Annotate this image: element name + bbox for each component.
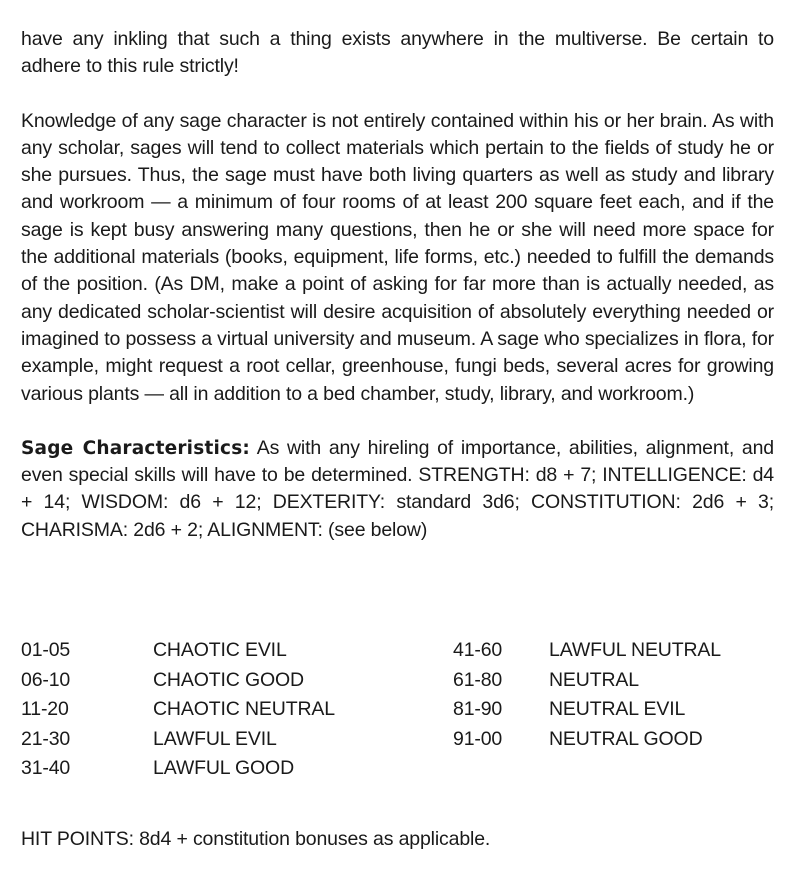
table-row	[21, 636, 781, 666]
paragraph-rule-continuation: have any inkling that such a thing exists anywhere in the multiverse. Be certain to adhere to this rule strictly!	[21, 28, 774, 78]
sage-characteristics-text: As with any hireling of importance, abilities, alignment, and even special skills will have to be determined. STRENGTH: d8 + 7; INTELLIGENCE: d4 + 14; WISDOM: d6 + 12; DEXTERITY: standard 3d6; CONSTITUTION: 2d6 + 3; CHARISMA: 2d6 + 2; ALIGNMENT: (see below)	[21, 436, 774, 541]
alignment-label: LAWFUL NEUTRAL	[549, 639, 721, 661]
alignment-range: 01-05	[21, 639, 71, 661]
alignment-range: 11-20	[21, 698, 69, 720]
hit-points-line: HIT POINTS: 8d4 + constitution bonuses as applicable.	[21, 828, 491, 850]
alignment-label: NEUTRAL	[549, 668, 639, 691]
alignment-label: CHAOTIC GOOD	[153, 668, 304, 691]
alignment-range: 06-10	[21, 668, 71, 691]
alignment-range: 81-90	[453, 698, 503, 720]
alignment-label: LAWFUL EVIL	[153, 727, 277, 750]
table-row	[21, 754, 781, 784]
alignment-label: LAWFUL GOOD	[153, 757, 295, 779]
alignment-range: 91-00	[453, 727, 503, 750]
table-row	[21, 666, 781, 696]
alignment-label: CHAOTIC NEUTRAL	[153, 698, 335, 720]
table-row	[21, 725, 781, 755]
alignment-label: NEUTRAL GOOD	[549, 727, 703, 750]
alignment-range: 61-80	[453, 668, 503, 691]
document-body	[21, 26, 774, 544]
alignment-table	[21, 636, 781, 784]
paragraph-sage-characteristics	[21, 435, 774, 544]
sage-characteristics-heading: Sage Characteristics:	[21, 437, 250, 459]
alignment-range: 41-60	[453, 639, 503, 661]
alignment-range: 21-30	[21, 727, 71, 750]
alignment-label: NEUTRAL EVIL	[549, 698, 686, 720]
paragraph-sage-knowledge: Knowledge of any sage character is not entirely contained within his or her brain. As with any scholar, sages will tend to collect materials which pertain to the fields of study he or she pursues. Thus, the sage must have both living quarters as well as study and library and workroom — a minimum of four rooms of at least 200 square feet each, and if the sage is kept busy answering many questions, then he or she will need more space for the additional materials (books, equipment, life forms, etc.) needed to fulfill the demands of the position. (As DM, make a point of asking for far more than is actually needed, as any dedicated scholar-scientist will desire acquisition of absolutely everything needed or imagined to possess a virtual university and museum. A sage who specializes in flora, for example, might request a root cellar, greenhouse, fungi beds, several acres for growing various plants — all in addition to a bed chamber, study, library, and workroom.)	[21, 109, 774, 405]
alignment-range: 31-40	[21, 757, 71, 779]
table-row	[21, 695, 781, 725]
alignment-label: CHAOTIC EVIL	[153, 639, 287, 661]
